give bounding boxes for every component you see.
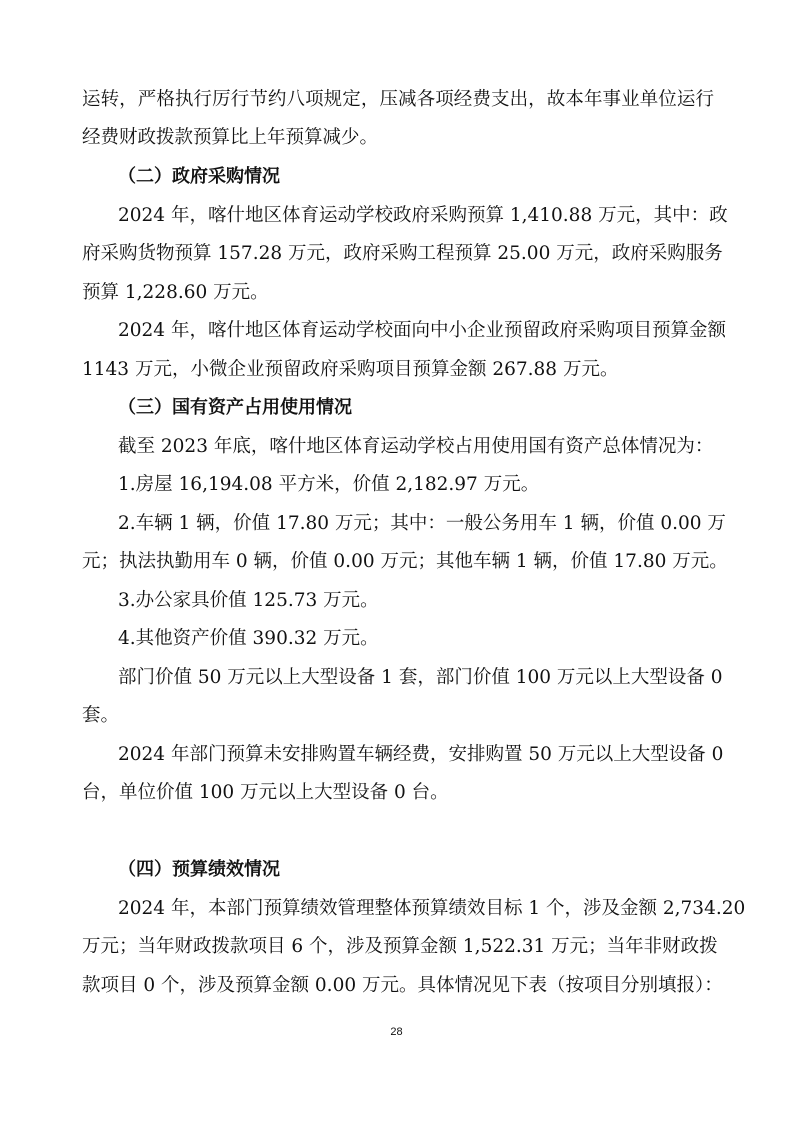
line-18: 2024 年部门预算未安排购置车辆经费，安排购置 50 万元以上大型设备 0 <box>118 744 724 765</box>
line-19: 台，单位价值 100 万元以上大型设备 0 台。 <box>82 782 449 803</box>
line-1: 运转，严格执行厉行节约八项规定，压减各项经费支出，故本年事业单位运行 <box>82 89 714 110</box>
line-10: 截至 2023 年底，喀什地区体育运动学校占用使用国有资产总体情况为： <box>118 436 714 457</box>
line-7: 2024 年，喀什地区体育运动学校面向中小企业预留政府采购项目预算金额 <box>118 320 726 341</box>
line-13: 元；执法执勤用车 0 辆，价值 0.00 万元；其他车辆 1 辆，价值 17.80 万元。 <box>82 551 728 572</box>
line-2: 经费财政拨款预算比上年预算减少。 <box>82 127 379 148</box>
section-heading-procurement: （二）政府采购情况 <box>118 166 280 187</box>
page-number: 28 <box>390 1026 403 1038</box>
line-4: 2024 年，喀什地区体育运动学校政府采购预算 1,410.88 万元，其中：政 <box>118 205 728 226</box>
line-11: 1.房屋 16,194.08 平方米，价值 2,182.97 万元。 <box>118 474 540 495</box>
line-5: 府采购货物预算 157.28 万元，政府采购工程预算 25.00 万元，政府采购服务 <box>82 243 723 264</box>
line-12: 2.车辆 1 辆，价值 17.80 万元；其中：一般公务用车 1 辆，价值 0.00 万 <box>118 513 726 534</box>
line-21: 2024 年，本部门预算绩效管理整体预算绩效目标 1 个，涉及金额 2,734.20 <box>118 898 746 919</box>
section-heading-assets: （三）国有资产占用使用情况 <box>118 397 352 418</box>
line-22: 万元；当年财政拨款项目 6 个，涉及预算金额 1,522.31 万元；当年非财政拨 <box>82 936 718 957</box>
line-17: 套。 <box>82 705 120 726</box>
line-16: 部门价值 50 万元以上大型设备 1 套，部门价值 100 万元以上大型设备 0 <box>118 667 723 688</box>
section-heading-performance: （四）预算绩效情况 <box>118 859 280 880</box>
line-14: 3.办公家具价值 125.73 万元。 <box>118 590 379 611</box>
line-6: 预算 1,228.60 万元。 <box>82 282 269 303</box>
line-15: 4.其他资产价值 390.32 万元。 <box>118 628 379 649</box>
line-8: 1143 万元，小微企业预留政府采购项目预算金额 267.88 万元。 <box>82 359 619 380</box>
line-23: 款项目 0 个，涉及预算金额 0.00 万元。具体情况见下表（按项目分别填报）： <box>82 975 723 996</box>
